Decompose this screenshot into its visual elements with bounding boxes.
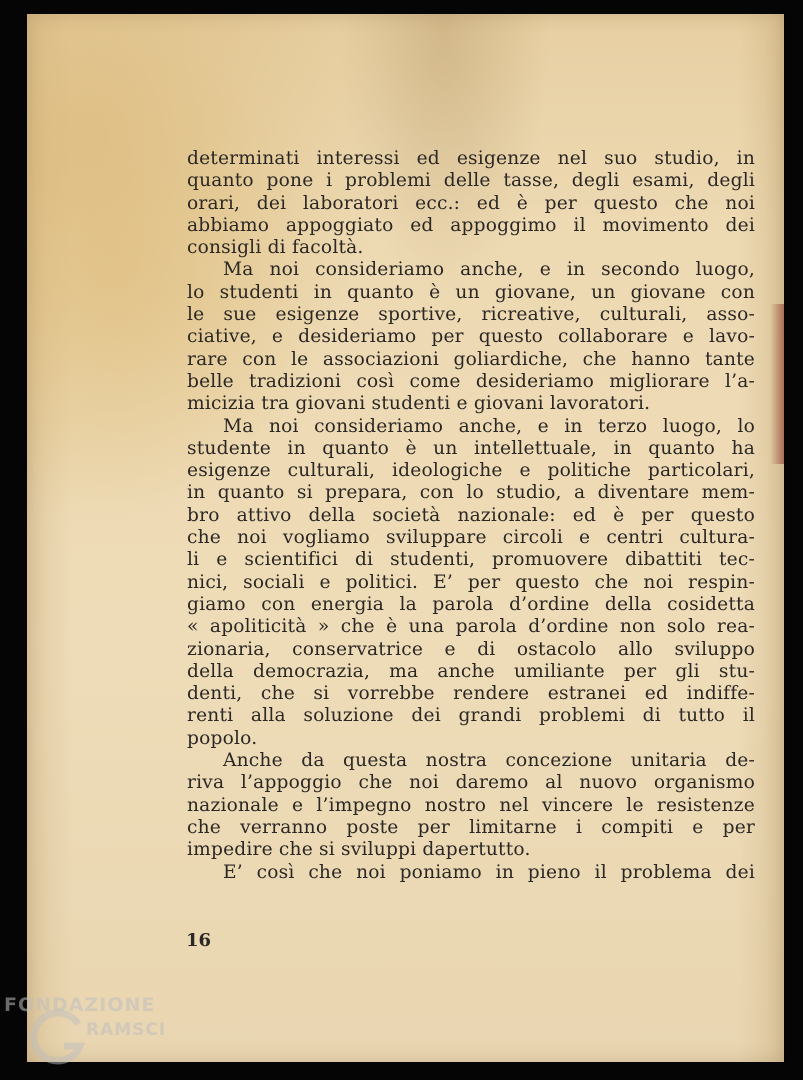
- text-line: renti alla soluzione dei grandi problemi di tutto il: [187, 705, 755, 727]
- text-line: li e scientifici di studenti, promuovere dibattiti tec-: [187, 549, 755, 571]
- text-line: E’ così che noi poniamo in pieno il problema dei: [223, 861, 755, 883]
- text-line: lo studenti in quanto è un giovane, un giovane con: [187, 281, 755, 303]
- text-line: impedire che si sviluppi dapertutto.: [187, 839, 531, 861]
- text-line: « apoliticità » che è una parola d’ordine non solo rea-: [187, 616, 755, 638]
- text-line: della democrazia, ma anche umiliante per gli stu-: [187, 660, 755, 682]
- text-line: che verranno poste per limitarne i compiti e per: [187, 816, 755, 838]
- text-line: le sue esigenze sportive, ricreative, culturali, asso-: [187, 304, 755, 326]
- text-line: nazionale e l’impegno nostro nel vincere le resistenze: [187, 794, 755, 816]
- text-line: bro attivo della società nazionale: ed è per questo: [187, 504, 755, 526]
- text-line: in quanto si prepara, con lo studio, a diventare mem-: [187, 482, 755, 504]
- text-line: giamo con energia la parola d’ordine della cosidetta: [187, 593, 755, 615]
- fondazione-gramsci-watermark: [4, 992, 204, 1072]
- text-line: quanto pone i problemi delle tasse, degli esami, degli: [187, 170, 755, 192]
- text-line: Anche da questa nostra concezione unitaria de-: [223, 750, 755, 772]
- text-line: riva l’appoggio che noi daremo al nuovo organismo: [187, 772, 755, 794]
- page-edge-stain: [770, 304, 784, 464]
- paragraph: [187, 862, 755, 884]
- text-line: nici, sociali e politici. E’ per questo che noi respin-: [187, 571, 755, 593]
- paragraph: [187, 148, 755, 259]
- paragraph: [187, 416, 755, 750]
- text-line: consigli di facoltà.: [187, 237, 364, 259]
- text-line: rare con le associazioni goliardiche, che hanno tante: [187, 348, 755, 370]
- text-line: che noi vogliamo sviluppare circoli e centri cultura-: [187, 527, 755, 549]
- paragraph: [187, 259, 755, 415]
- page-body-text: [187, 148, 755, 884]
- text-line: popolo.: [187, 727, 258, 749]
- text-line: studente in quanto è un intellettuale, in quanto ha: [187, 437, 755, 459]
- book-page: [27, 14, 784, 1062]
- text-line: belle tradizioni così come desideriamo migliorare l’a-: [187, 370, 755, 392]
- text-line: micizia tra giovani studenti e giovani lavoratori.: [187, 393, 651, 415]
- text-line: orari, dei laboratori ecc.: ed è per questo che noi: [187, 192, 755, 214]
- text-line: abbiamo appoggiato ed appoggimo il movimento dei: [187, 214, 755, 236]
- paragraph: [187, 750, 755, 861]
- text-line: Ma noi consideriamo anche, e in terzo luogo, lo: [223, 415, 755, 437]
- text-line: esigenze culturali, ideologiche e politiche particolari,: [187, 460, 755, 482]
- text-line: denti, che si vorrebbe rendere estranei ed indiffe-: [187, 683, 755, 705]
- watermark-line-1: FONDAZIONE: [4, 994, 156, 1016]
- watermark-line-2: RAMSCI: [86, 1020, 167, 1040]
- text-line: ciative, e desideriamo per questo collaborare e lavo-: [187, 326, 755, 348]
- text-line: Ma noi consideriamo anche, e in secondo luogo,: [223, 259, 755, 281]
- text-line: determinati interessi ed esigenze nel suo studio, in: [187, 148, 755, 169]
- text-line: zionaria, conservatrice e di ostacolo allo sviluppo: [187, 638, 755, 660]
- page-number: 16: [186, 930, 212, 951]
